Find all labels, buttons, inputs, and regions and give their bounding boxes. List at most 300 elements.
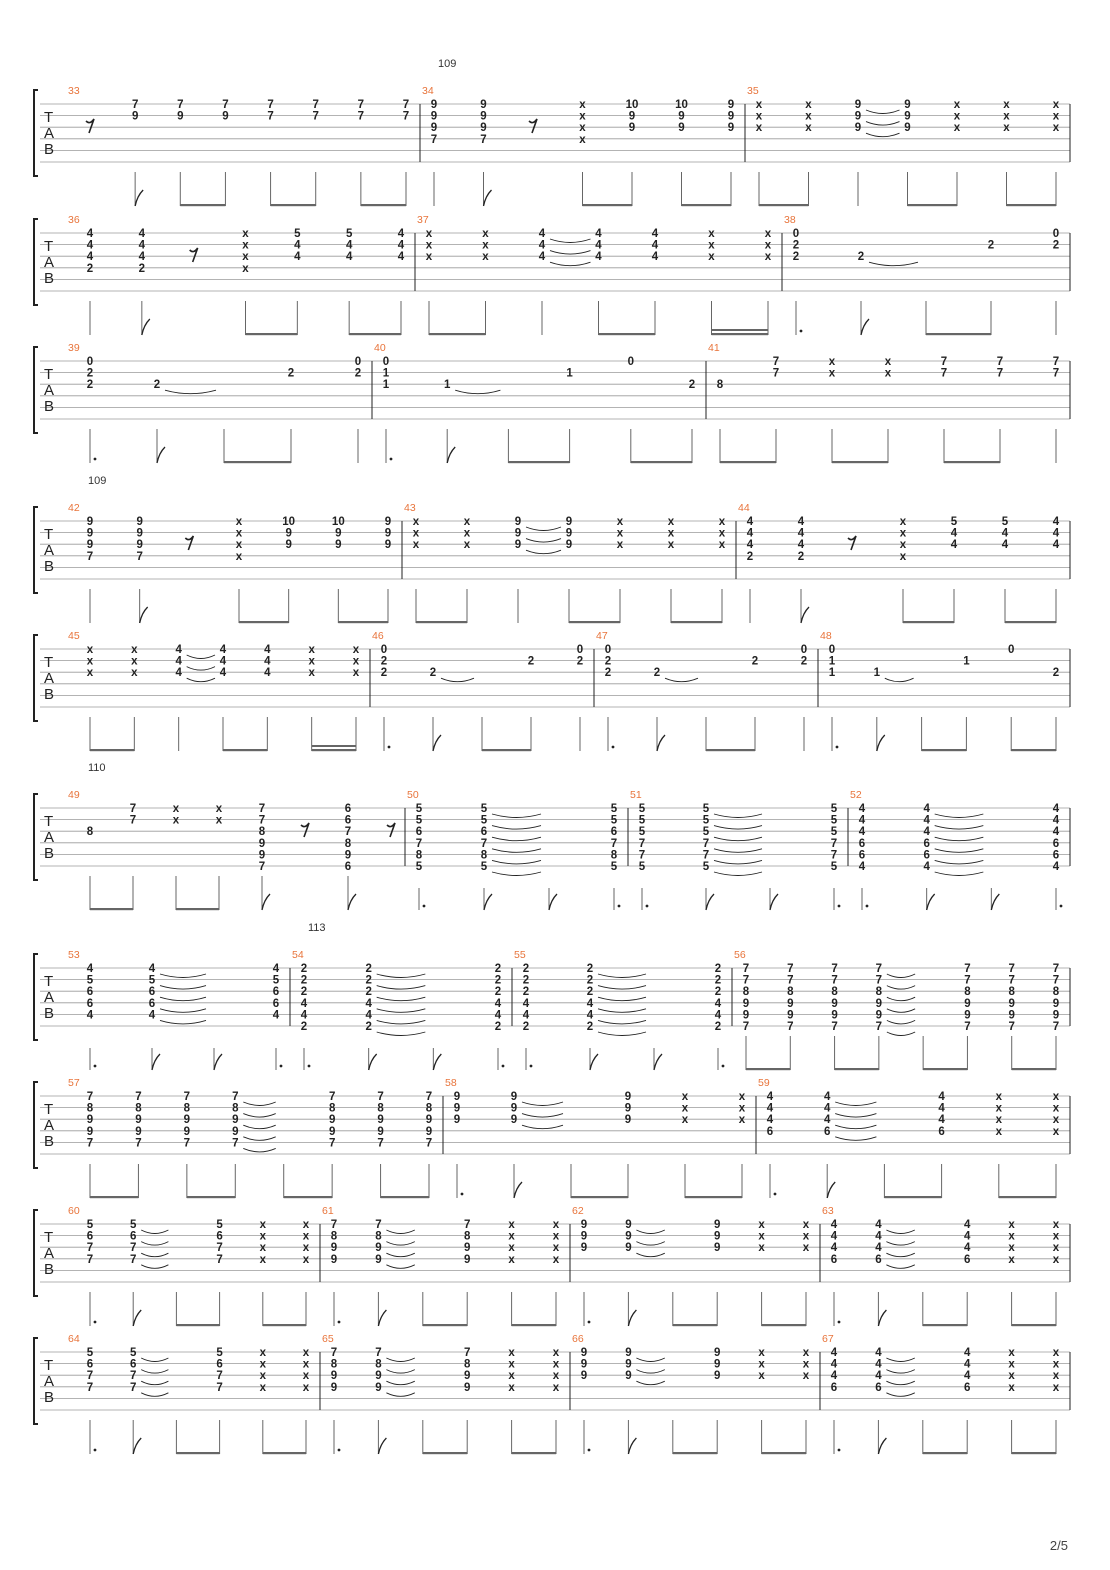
system-bracket — [34, 1210, 38, 1296]
fret-number: x — [508, 1219, 515, 1231]
fret-number: 4 — [950, 527, 958, 540]
tie-arc — [714, 872, 762, 876]
tie-arc — [550, 239, 591, 243]
fret-number: 9 — [580, 1347, 588, 1359]
beam — [926, 333, 991, 335]
fret-number: x — [86, 655, 94, 668]
tab-clef-letter: A — [44, 542, 55, 559]
fret-number: x — [552, 1242, 560, 1255]
fret-number: 0 — [86, 356, 94, 368]
fret-number: x — [899, 527, 907, 540]
fret-number: 2 — [688, 379, 696, 392]
fret-number: 4 — [938, 1102, 945, 1115]
fret-number: 4 — [651, 251, 659, 264]
fret-number: 8 — [344, 837, 352, 850]
rhythm-dot — [836, 746, 839, 749]
fret-number: 7 — [996, 367, 1004, 380]
fret-number: 6 — [830, 1253, 838, 1266]
fret-number: 6 — [344, 814, 352, 827]
note-flag — [378, 1438, 386, 1454]
fret-number: 4 — [963, 1370, 971, 1383]
tie-arc — [386, 1393, 414, 1397]
measure-50 — [407, 789, 620, 910]
fret-number: 9 — [384, 527, 392, 540]
fret-number: x — [259, 1381, 267, 1394]
fret-number: 7 — [1052, 367, 1060, 380]
tie-arc — [714, 860, 762, 864]
fret-number: 7 — [964, 963, 971, 975]
fret-number: 2 — [1052, 667, 1060, 680]
fret-number: 5 — [86, 974, 94, 987]
fret-number: x — [579, 133, 586, 146]
fret-number: 5 — [638, 803, 646, 815]
fret-number: 6 — [344, 861, 352, 873]
note-flag — [549, 894, 557, 910]
note-flag — [827, 1182, 835, 1198]
fret-number: 7 — [610, 837, 618, 850]
fret-number: 7 — [135, 1137, 142, 1150]
measure-53 — [68, 949, 282, 1070]
fret-number: x — [552, 1347, 560, 1359]
tie-arc — [377, 1020, 426, 1024]
fret-number: 7 — [129, 1253, 137, 1266]
fret-number: 2 — [494, 963, 502, 975]
rhythm-dot — [838, 1449, 841, 1452]
fret-number: 7 — [86, 1370, 94, 1383]
fret-number: 9 — [430, 99, 438, 111]
measure-52 — [850, 789, 1062, 910]
fret-number: 2 — [714, 963, 722, 975]
fret-number: 4 — [875, 1219, 882, 1231]
tempo-marking: 109 — [438, 58, 457, 70]
fret-number: 2 — [300, 974, 308, 987]
fret-number: 4 — [586, 997, 594, 1010]
rhythm-dot — [800, 330, 803, 333]
fret-number: x — [412, 539, 420, 552]
fret-number: 2 — [300, 963, 308, 975]
system-bracket — [34, 219, 38, 305]
fret-number: 9 — [86, 527, 94, 540]
fret-number: 5 — [638, 814, 646, 827]
beam — [762, 1452, 806, 1454]
measure-33 — [68, 85, 409, 206]
tie-arc — [714, 837, 762, 841]
fret-number: x — [708, 251, 715, 264]
fret-number: 1 — [873, 667, 881, 680]
rhythm-dot — [280, 1065, 283, 1068]
measure-number: 44 — [738, 502, 750, 514]
fret-number: 4 — [345, 251, 353, 264]
beam — [999, 1196, 1056, 1198]
fret-number: 9 — [678, 110, 685, 123]
fret-number: x — [1052, 1125, 1060, 1138]
fret-number: x — [805, 122, 812, 135]
beam — [223, 749, 267, 751]
rhythm-dot — [94, 458, 97, 461]
tie-arc — [636, 1242, 664, 1246]
fret-number: 9 — [1008, 997, 1015, 1010]
fret-number: 9 — [463, 1242, 471, 1255]
fret-number: 4 — [875, 1347, 882, 1359]
fret-number: 7 — [940, 367, 948, 380]
note-flag — [348, 894, 356, 910]
tie-arc — [550, 251, 591, 255]
measure-number: 57 — [68, 1077, 80, 1089]
fret-number: 9 — [625, 1219, 632, 1231]
fret-number: 9 — [135, 1125, 142, 1138]
tie-arc — [386, 1242, 414, 1246]
fret-number: 6 — [875, 1381, 882, 1394]
fret-number: 0 — [828, 644, 836, 656]
fret-number: 7 — [787, 963, 794, 975]
fret-number: 9 — [904, 122, 911, 135]
fret-number: 9 — [328, 1125, 336, 1138]
measure-number: 54 — [292, 949, 304, 961]
fret-number: 2 — [527, 655, 535, 668]
fret-number: 4 — [595, 228, 602, 240]
fret-number: 2 — [800, 655, 808, 668]
fret-number: 2 — [86, 379, 94, 392]
rhythm-dot — [588, 1449, 591, 1452]
fret-number: 2 — [494, 1021, 502, 1033]
fret-number: 6 — [148, 997, 156, 1010]
fret-number: 9 — [875, 997, 883, 1010]
fret-number: 6 — [86, 1358, 94, 1371]
fret-number: x — [242, 239, 249, 252]
fret-number: 6 — [129, 1230, 137, 1243]
fret-number: 9 — [425, 1125, 433, 1138]
measure-60 — [68, 1205, 310, 1326]
rhythm-dot — [612, 746, 615, 749]
fret-number: 2 — [576, 655, 584, 668]
fret-number: 4 — [294, 239, 301, 252]
tie-arc — [377, 1009, 426, 1013]
rhythm-dot — [722, 1065, 725, 1068]
fret-number: 7 — [1008, 963, 1015, 975]
fret-number: x — [302, 1230, 310, 1243]
fret-number: 9 — [430, 110, 438, 123]
fret-number: 9 — [904, 99, 911, 111]
beam — [90, 908, 133, 910]
fret-number: 9 — [183, 1125, 191, 1138]
fret-number: 4 — [963, 1219, 971, 1231]
fret-number: x — [308, 655, 315, 668]
fret-number: 4 — [86, 239, 94, 252]
fret-number: 9 — [727, 110, 735, 123]
eighth-rest — [848, 536, 856, 550]
fret-number: x — [482, 228, 489, 240]
rhythm-dot — [390, 458, 393, 461]
fret-number: 4 — [175, 655, 182, 668]
fret-number: 4 — [175, 644, 182, 656]
fret-number: 9 — [787, 997, 794, 1010]
tie-arc — [885, 678, 914, 682]
tie-arc — [141, 1230, 168, 1234]
fret-number: x — [1052, 1219, 1060, 1231]
measure-number: 51 — [630, 789, 642, 801]
fret-number: 5 — [480, 803, 488, 815]
measure-39 — [68, 342, 361, 463]
tie-arc — [386, 1253, 414, 1257]
fret-number: x — [1052, 1102, 1060, 1115]
fret-number: 4 — [963, 1347, 971, 1359]
tie-arc — [935, 849, 984, 853]
fret-number: x — [579, 122, 586, 135]
fret-number: 4 — [1001, 539, 1009, 552]
note-flag — [369, 1054, 377, 1070]
fret-number: 5 — [610, 814, 618, 827]
fret-number: x — [235, 516, 243, 528]
fret-number: 7 — [463, 1347, 471, 1359]
fret-number: x — [758, 1370, 765, 1383]
fret-number: 8 — [831, 986, 838, 999]
fret-number: 9 — [480, 99, 487, 111]
tie-arc — [526, 527, 561, 531]
fret-number: 2 — [522, 986, 530, 999]
fret-number: 9 — [514, 516, 522, 528]
fret-number: x — [425, 239, 433, 252]
fret-number: 2 — [586, 986, 594, 999]
fret-number: 5 — [830, 814, 838, 827]
tie-arc — [492, 849, 541, 853]
fret-number: 4 — [923, 826, 930, 839]
fret-number: 0 — [354, 356, 362, 368]
fret-number: x — [681, 1114, 689, 1127]
fret-number: 8 — [964, 986, 971, 999]
beam — [312, 745, 356, 747]
tie-arc — [598, 986, 646, 990]
fret-number: x — [302, 1358, 310, 1371]
eighth-rest — [387, 823, 395, 837]
tie-arc — [160, 1020, 206, 1024]
measure-61 — [322, 1205, 560, 1326]
fret-number: 5 — [1001, 516, 1009, 528]
fret-number: x — [718, 539, 726, 552]
fret-number: 4 — [651, 239, 659, 252]
tie-arc — [165, 390, 216, 394]
fret-number: x — [508, 1242, 515, 1255]
fret-number: 4 — [1052, 803, 1060, 815]
fret-number: 10 — [331, 516, 345, 528]
tie-arc — [160, 997, 206, 1001]
fret-number: 7 — [328, 1091, 336, 1103]
fret-number: x — [995, 1125, 1003, 1138]
fret-number: 4 — [875, 1370, 882, 1383]
fret-number: 5 — [148, 974, 156, 987]
fret-number: x — [302, 1347, 310, 1359]
fret-number: 8 — [330, 1230, 338, 1243]
fret-number: 2 — [857, 251, 865, 264]
tie-arc — [243, 1148, 275, 1152]
measure-51 — [630, 789, 840, 910]
fret-number: x — [235, 527, 243, 540]
fret-number: 4 — [138, 251, 146, 264]
beam — [923, 1452, 967, 1454]
fret-number: 7 — [742, 963, 750, 975]
fret-number: x — [1003, 122, 1010, 135]
fret-number: 7 — [996, 356, 1004, 368]
fret-number: 7 — [964, 1021, 971, 1033]
fret-number: 4 — [766, 1091, 774, 1103]
measure-number: 47 — [596, 630, 608, 642]
measure-35 — [747, 85, 1060, 206]
fret-number: 4 — [1001, 527, 1009, 540]
fret-number: 7 — [216, 1253, 223, 1266]
fret-number: 2 — [365, 963, 372, 975]
fret-number: 7 — [357, 99, 365, 111]
fret-number: x — [508, 1230, 515, 1243]
fret-number: 2 — [429, 667, 437, 680]
measure-number: 62 — [572, 1205, 584, 1217]
fret-number: 9 — [375, 1242, 382, 1255]
fret-number: x — [953, 122, 961, 135]
fret-number: 7 — [312, 110, 319, 123]
fret-number: 9 — [463, 1370, 471, 1383]
fret-number: x — [1052, 99, 1060, 111]
fret-number: 9 — [514, 527, 522, 540]
fret-number: x — [1052, 1358, 1060, 1371]
fret-number: 7 — [129, 814, 137, 827]
fret-number: 8 — [742, 986, 750, 999]
tab-clef-letter: B — [44, 558, 55, 575]
fret-number: 6 — [415, 826, 423, 839]
fret-number: 9 — [330, 1242, 338, 1255]
fret-number: 1 — [828, 667, 836, 680]
measure-66 — [572, 1333, 810, 1454]
fret-number: x — [425, 251, 433, 264]
fret-number: 8 — [135, 1102, 142, 1115]
note-flag — [157, 447, 165, 463]
fret-number: 9 — [384, 539, 392, 552]
fret-number: x — [242, 251, 249, 264]
fret-number: 2 — [522, 1021, 530, 1033]
tie-arc — [636, 1358, 664, 1362]
fret-number: 5 — [830, 861, 838, 873]
measure-number: 65 — [322, 1333, 334, 1345]
note-flag — [657, 735, 665, 751]
fret-number: x — [302, 1381, 310, 1394]
fret-number: 4 — [714, 1009, 722, 1022]
measure-59 — [758, 1077, 1060, 1198]
measure-number: 64 — [68, 1333, 80, 1345]
fret-number: x — [425, 228, 433, 240]
fret-number: 5 — [480, 814, 488, 827]
fret-number: 5 — [702, 861, 710, 873]
fret-number: 4 — [1052, 516, 1060, 528]
measure-number: 58 — [445, 1077, 457, 1089]
tie-arc — [714, 849, 762, 853]
tie-arc — [187, 655, 215, 659]
fret-number: x — [259, 1358, 267, 1371]
fret-number: 9 — [222, 110, 229, 123]
fret-number: 7 — [875, 974, 883, 987]
fret-number: 8 — [258, 826, 266, 839]
fret-number: x — [805, 110, 812, 123]
fret-number: 9 — [742, 1009, 750, 1022]
fret-number: 6 — [272, 997, 280, 1010]
fret-number: 7 — [330, 1347, 338, 1359]
fret-number: 7 — [312, 99, 319, 111]
fret-number: 5 — [830, 826, 838, 839]
fret-number: 7 — [1008, 974, 1015, 987]
fret-number: 9 — [258, 837, 266, 850]
beam — [673, 1324, 717, 1326]
tab-clef-letter: A — [44, 989, 55, 1006]
tab-clef-letter: T — [44, 1101, 54, 1118]
fret-number: x — [352, 655, 360, 668]
fret-number: 5 — [129, 1347, 137, 1359]
fret-number: 7 — [86, 1137, 94, 1150]
tab-system — [34, 342, 1070, 463]
tie-arc — [377, 986, 426, 990]
tab-clef-letter: A — [44, 254, 55, 271]
tie-arc — [492, 826, 541, 830]
tie-arc — [492, 872, 541, 876]
tie-arc — [386, 1358, 414, 1362]
tab-clef-letter: B — [44, 141, 55, 158]
fret-number: x — [308, 644, 315, 656]
fret-number: 4 — [1052, 814, 1060, 827]
measure-37 — [417, 214, 772, 335]
fret-number: 2 — [300, 986, 308, 999]
fret-number: x — [1052, 1370, 1060, 1383]
fret-number: x — [1003, 110, 1010, 123]
fret-number: 1 — [963, 655, 970, 668]
fret-number: 4 — [138, 228, 146, 240]
fret-number: 4 — [963, 1358, 971, 1371]
fret-number: 9 — [1052, 997, 1060, 1010]
system-bracket — [34, 954, 38, 1040]
fret-number: 9 — [285, 527, 292, 540]
fret-number: x — [1008, 1358, 1015, 1371]
tie-arc — [492, 837, 541, 841]
fret-number: 8 — [377, 1102, 384, 1115]
fret-number: x — [302, 1370, 310, 1383]
measure-number: 34 — [422, 85, 434, 97]
rhythm-dot — [423, 905, 426, 908]
fret-number: 6 — [923, 849, 930, 862]
fret-number: 7 — [131, 99, 139, 111]
fret-number: 7 — [222, 99, 229, 111]
tempo-marking: 110 — [88, 762, 106, 774]
fret-number: 9 — [453, 1091, 461, 1103]
system-bracket — [34, 90, 38, 176]
tie-arc — [243, 1102, 275, 1106]
fret-number: 9 — [1008, 1009, 1015, 1022]
tab-clef-letter: T — [44, 1229, 54, 1246]
fret-number: 9 — [713, 1242, 721, 1255]
fret-number: 9 — [232, 1125, 239, 1138]
beam — [512, 1452, 556, 1454]
fret-number: 9 — [232, 1114, 239, 1127]
tie-arc — [160, 1009, 206, 1013]
fret-number: x — [242, 262, 249, 275]
fret-number: 9 — [713, 1370, 721, 1383]
fret-number: x — [172, 814, 180, 827]
fret-number: 2 — [287, 367, 295, 380]
tie-arc — [886, 1253, 914, 1257]
fret-number: 5 — [610, 803, 618, 815]
fret-number: 9 — [854, 110, 862, 123]
fret-number: 5 — [702, 826, 710, 839]
fret-number: x — [508, 1381, 515, 1394]
tie-arc — [835, 1137, 876, 1141]
fret-number: x — [463, 527, 471, 540]
note-flag — [433, 1054, 441, 1070]
fret-number: 7 — [402, 99, 410, 111]
fret-number: x — [1008, 1253, 1015, 1266]
fret-number: x — [86, 667, 94, 680]
